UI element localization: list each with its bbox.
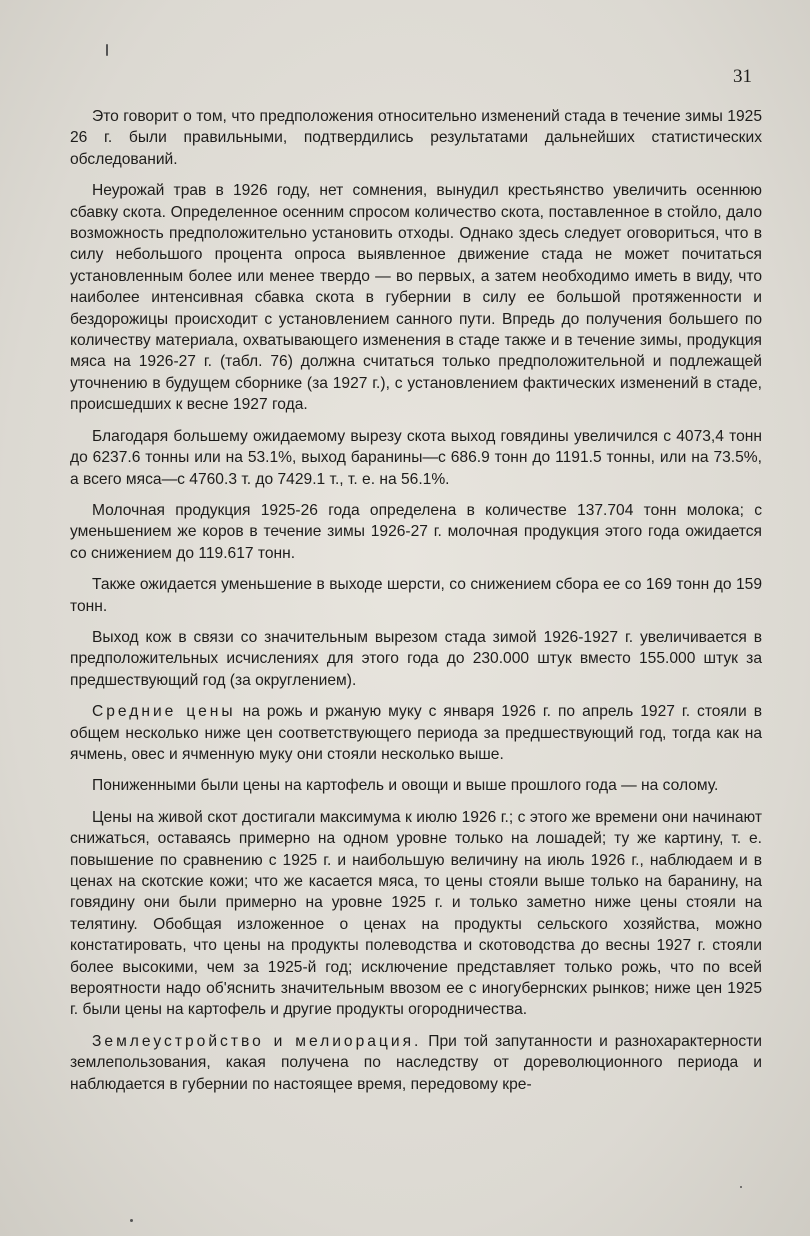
paragraph-text: Пониженными были цены на картофель и овощи и выше прошлого года — на солому. (92, 777, 719, 795)
paragraph (70, 1031, 762, 1095)
paragraph-text: При той запутанности и разнохарактерности землепользования, какая получена по наследству от дореволюционного периода и наблюдается в губернии по настоящее время, передовому кре- (70, 1032, 762, 1093)
paragraph-text: Цены на живой скот достигали максимума к июлю 1926 г.; с этого же времени они начинают снижаться, оставаясь примерно на одном уровне только на лошадей; ту же картину, т. е. повышение по сравнению с 1925 г. и наибольшую величину на июль 1926 г., наблюдаем и в ценах на скотские кожи; что же касается мяса, то цены стояли выше только на баранину, на говядину они были примерно на уровне 1925 г. и только заметно ниже цены стояли на телятину. Обобщая изложенное о ценах на продукты сельского хозяйства, можно констатировать, что цены на продукты полеводства и скотоводства до весны 1927 г. стояли более высокими, чем за 1925-й год; исключение представляет только рожь, что по всей вероятности надо об'яснить значительным ввозом ее с иногубернских рынков; ниже цен 1925 г. были цены на картофель и другие продукты огородничества. (70, 808, 762, 1019)
paragraph-lead: Средние цены (92, 703, 236, 721)
paragraph (70, 180, 762, 415)
paragraph (70, 775, 762, 796)
paragraph (70, 426, 762, 490)
paragraph-text: Неурожай трав в 1926 году, нет сомнения, вынудил крестьянство увеличить осеннюю сбавку скота. Определенное осенним спросом количество скота, поставленное в стойло, дало возможность предположительно установить отходы. Однако здесь следует оговориться, что в силу небольшого процента опроса выявленное движение стада не может почитаться установленным более или менее твердо — во первых, а затем необходимо иметь в виду, что наиболее интенсивная сбавка скота в губернии в силу ее большой протяженности и бездорожицы происходит с установлением санного пути. Впредь до получения большего по количеству материала, охватывающего изменения в стаде также и в течение зимы, продукция мяса на 1926-27 г. (табл. 76) должна считаться только предположительной и подлежащей уточнению в будущем сборнике (за 1927 г.), с установлением фактических изменений в стаде, происшедших к весне 1927 года. (70, 182, 762, 414)
paragraph-text: Это говорит о том, что предположения относительно изменений стада в течение зимы 1925 26 г. были правильными, подтвердились результатами дальнейших статистических обследований. (70, 108, 762, 168)
print-speck (106, 44, 108, 56)
paragraph (70, 574, 762, 617)
paragraph (70, 627, 762, 691)
paragraph (70, 807, 762, 1021)
paragraph-lead: Землеустройство и мелиорация. (92, 1032, 422, 1050)
print-speck (130, 1219, 133, 1222)
paragraph (70, 500, 762, 564)
body-text (70, 106, 762, 1105)
page-number: 31 (733, 66, 752, 87)
paragraph (70, 701, 762, 765)
paragraph-text: Благодаря большему ожидаемому вырезу скота выход говядины увеличился с 4073,4 тонн до 6237.6 тонны или на 53.1%, выход баранины—с 686.9 тонн до 1191.5 тонны, или на 73.5%, а всего мяса—с 4760.3 т. до 7429.1 т., т. е. на 56.1%. (70, 427, 762, 488)
print-speck (740, 1186, 742, 1188)
paragraph-text: Выход кож в связи со значительным вырезом стада зимой 1926-1927 г. увеличивается в предположительных исчислениях для этого года до 230.000 штук вместо 155.000 штук за предшествующий год (за округлением). (70, 628, 762, 689)
paragraph-text: на рожь и ржаную муку с января 1926 г. по апрель 1927 г. стояли в общем несколько ниже цен соответствующего периода за предшествующий год, тогда как на ячмень, овес и ячменную муку они стояли несколько выше. (70, 703, 762, 763)
paragraph (70, 106, 762, 170)
paragraph-text: Молочная продукция 1925-26 года определена в количестве 137.704 тонн молока; с уменьшением же коров в течение зимы 1926-27 г. молочная продукция этого года ожидается со снижением до 119.617 тонн. (70, 501, 762, 562)
paragraph-text: Также ожидается уменьшение в выходе шерсти, со снижением сбора ее со 169 тонн до 159 тонн. (70, 576, 762, 615)
